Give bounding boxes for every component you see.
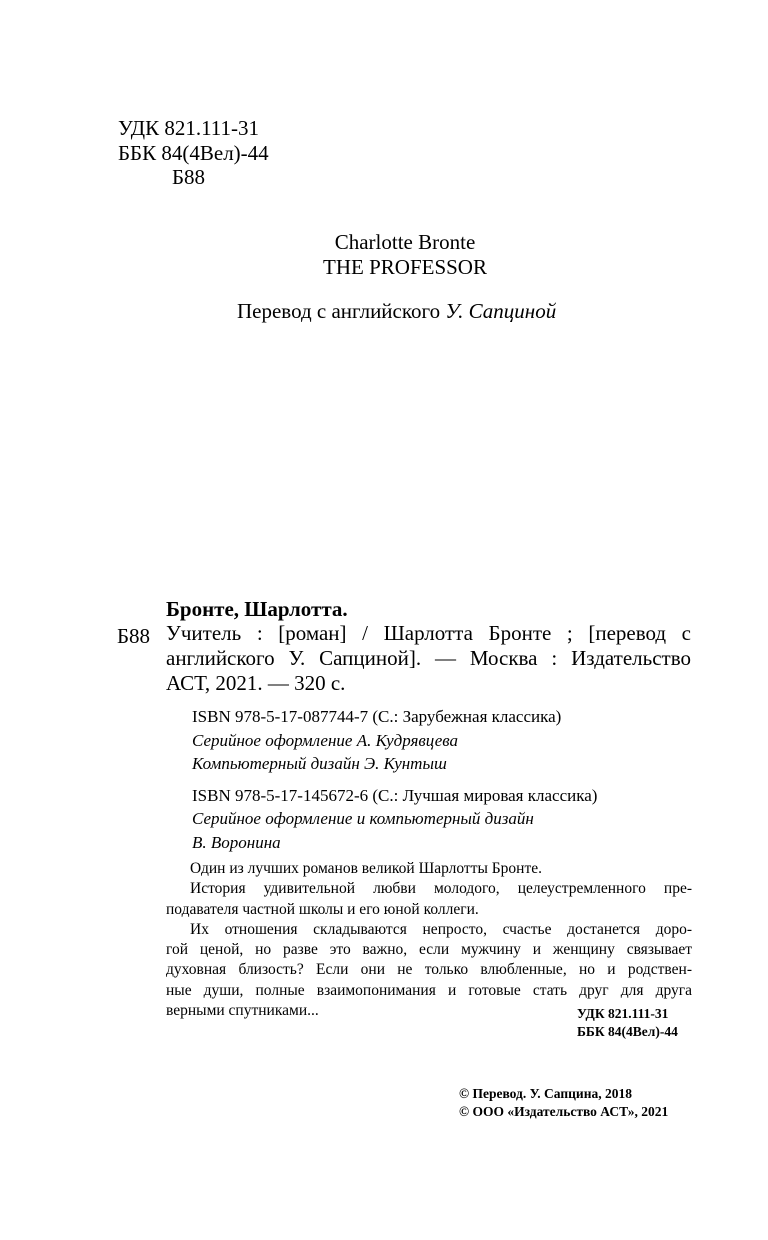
annotation-line: Один из лучших романов великой Шарлотты Бронте. bbox=[190, 860, 542, 877]
bib-author-sign: Б88 bbox=[117, 624, 151, 648]
annotation-line: История удивительной любви молодого, целеустремленного пре- bbox=[190, 880, 692, 898]
footer-udk-code: УДК 821.111-31 bbox=[577, 1006, 669, 1021]
bbk-code: ББК 84(4Вел)-44 bbox=[118, 141, 269, 165]
annotation bbox=[166, 859, 692, 1021]
footer-bbk-code: ББК 84(4Вел)-44 bbox=[577, 1024, 678, 1039]
design-credit: В. Воронина bbox=[192, 833, 281, 852]
design-credit: Серийное оформление А. Кудрявцева bbox=[192, 731, 459, 750]
annotation-line: верными спутниками... bbox=[166, 1002, 319, 1020]
isbn-line: ISBN 978-5-17-145672-6 (С.: Лучшая мировая классика) bbox=[192, 786, 598, 805]
bib-author-heading: Бронте, Шарлотта. bbox=[166, 597, 348, 621]
bib-description-line: английского У. Сапциной]. — Москва : Издательство bbox=[166, 646, 691, 670]
isbn-line: ISBN 978-5-17-087744-7 (С.: Зарубежная классика) bbox=[192, 707, 562, 726]
translator-name: У. Сапциной bbox=[445, 299, 557, 323]
design-credit: Серийное оформление и компьютерный дизайн bbox=[192, 809, 534, 828]
translation-credit bbox=[237, 298, 556, 324]
bib-description-line: Учитель : [роман] / Шарлотта Бронте ; [перевод с bbox=[166, 621, 691, 645]
translation-prefix: Перевод с английского bbox=[237, 299, 446, 323]
bib-description-line: АСТ, 2021. — 320 с. bbox=[166, 671, 346, 695]
annotation-line: подавателя частной школы и его юной коллеги. bbox=[166, 900, 479, 918]
original-author: Charlotte Bronte bbox=[334, 230, 476, 254]
copyright-publisher: © ООО «Издательство АСТ», 2021 bbox=[459, 1104, 669, 1119]
annotation-line: духовная близость? Если они не только влюбленные, но и родствен- bbox=[166, 961, 692, 979]
annotation-line: гой ценой, но разве это важно, если мужчину и женщину связывает bbox=[166, 941, 692, 959]
udk-code: УДК 821.111-31 bbox=[118, 116, 260, 140]
annotation-line: ные души, полные взаимопонимания и готовые стать друг для друга bbox=[166, 981, 692, 999]
author-sign: Б88 bbox=[172, 165, 206, 189]
original-title: THE PROFESSOR bbox=[323, 255, 487, 279]
bib-description bbox=[166, 621, 691, 696]
copyright-translation: © Перевод. У. Сапцина, 2018 bbox=[459, 1086, 632, 1101]
annotation-line: Их отношения складываются непросто, счастье достанется доро- bbox=[190, 920, 692, 938]
design-credit: Компьютерный дизайн Э. Кунтыш bbox=[192, 754, 447, 773]
